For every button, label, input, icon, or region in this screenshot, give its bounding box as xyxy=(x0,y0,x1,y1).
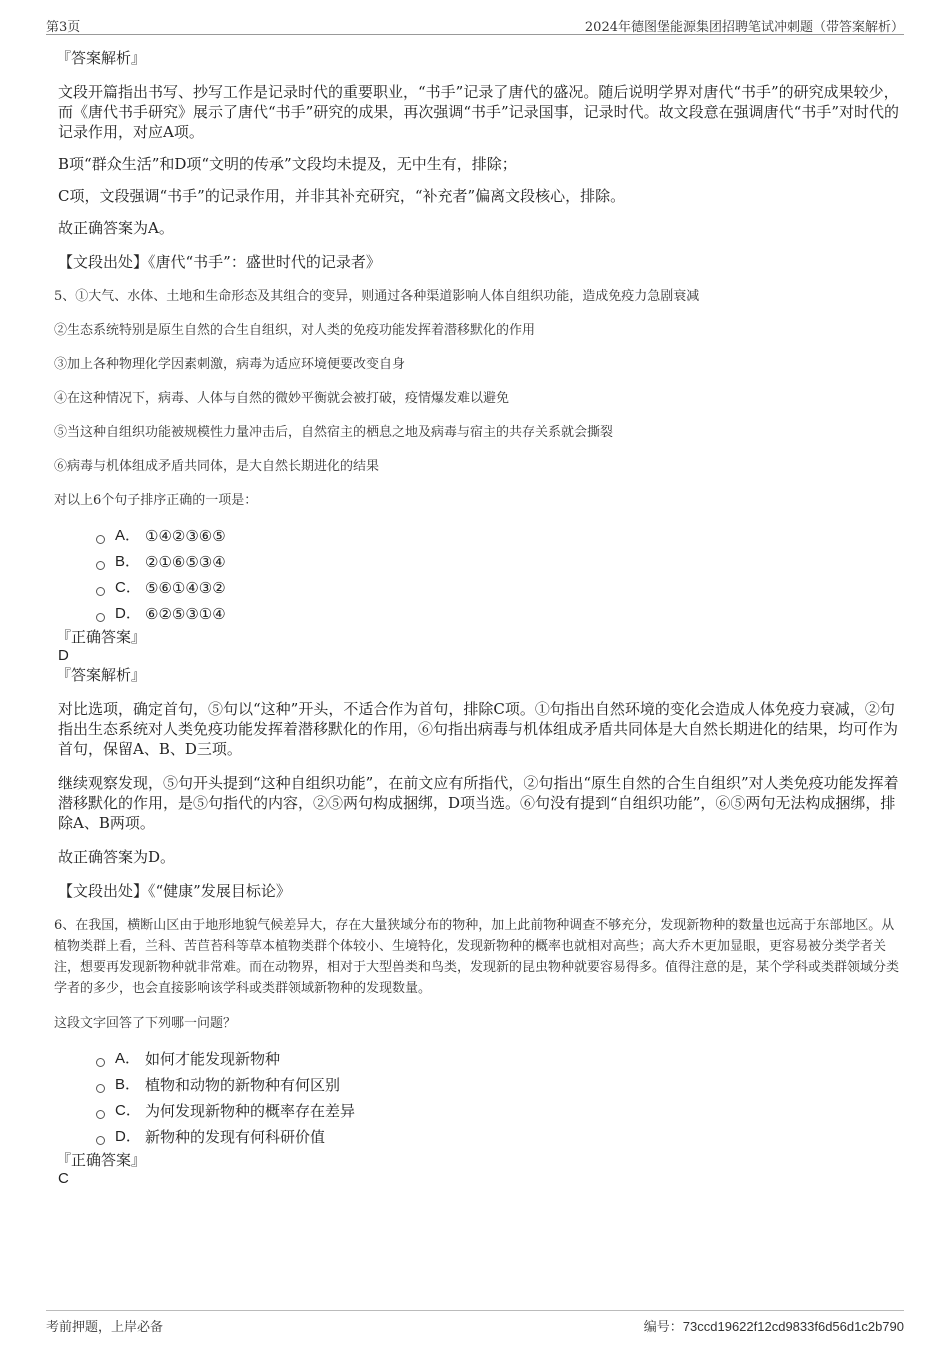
option-letter: D． xyxy=(115,605,141,622)
question-sentence: ②生态系统特别是原生自然的合生自组织，对人类的免疫功能发挥着潜移默化的作用 xyxy=(54,323,536,338)
question-6 xyxy=(46,915,904,1188)
radio-icon[interactable] xyxy=(96,1084,105,1093)
analysis-paragraph: 对比选项，确定首句，⑤句以“这种”开头，不适合作为首句，排除C项。①句指出自然环境的变化会造成人体免疫力衰减，②句指出生态系统对人类免疫功能发挥着潜移默化的作用，⑥句指出病毒与机体组成矛盾共同体是大自然长期进化的结果，均可作为首句，保留A、B、D三项。 xyxy=(58,700,899,758)
options-list xyxy=(96,523,904,627)
question-prompt: 对以上6个句子排序正确的一项是： xyxy=(54,493,258,508)
analysis-label: 『答案解析』 xyxy=(56,666,147,684)
radio-icon[interactable] xyxy=(96,1058,105,1067)
question-sentence: ⑥病毒与机体组成矛盾共同体，是大自然长期进化的结果 xyxy=(54,459,380,474)
radio-icon[interactable] xyxy=(96,561,105,570)
question-prompt: 这段文字回答了下列哪一问题？ xyxy=(54,1016,237,1031)
analysis-conclusion: 故正确答案为A。 xyxy=(58,219,174,237)
question-sentence: ④在这种情况下，病毒、人体与自然的微妙平衡就会被打破，疫情爆发难以避免 xyxy=(54,391,510,406)
option-text: ①④②③⑥⑤ xyxy=(145,527,226,545)
option-letter: B． xyxy=(115,553,141,570)
analysis-paragraph: B项“群众生活”和D项“文明的传承”文段均未提及，无中生有，排除； xyxy=(58,155,517,173)
option-letter: A． xyxy=(115,527,141,544)
page-number: 第3页 xyxy=(46,20,81,35)
option-c[interactable] xyxy=(96,1098,904,1124)
page-header xyxy=(46,14,904,35)
source-citation: 【文段出处】《“健康”发展目标论》 xyxy=(58,882,291,900)
radio-icon[interactable] xyxy=(96,1110,105,1119)
option-d[interactable] xyxy=(96,601,904,627)
option-c[interactable] xyxy=(96,575,904,601)
option-text: 如何才能发现新物种 xyxy=(145,1050,281,1068)
document-title: 2024年德图堡能源集团招聘笔试冲刺题（带答案解析） xyxy=(584,20,904,35)
analysis-conclusion: 故正确答案为D。 xyxy=(58,848,176,866)
correct-answer-label: 『正确答案』 xyxy=(56,1151,147,1169)
option-text: 新物种的发现有何科研价值 xyxy=(145,1128,326,1146)
option-letter: B． xyxy=(115,1076,141,1093)
option-d[interactable] xyxy=(96,1124,904,1150)
radio-icon[interactable] xyxy=(96,613,105,622)
document-code xyxy=(644,1316,904,1335)
code-value: 73ccd19622f12cd9833f6d56d1c2b790 xyxy=(682,1319,904,1334)
option-letter: D． xyxy=(115,1128,141,1145)
option-text: 植物和动物的新物种有何区别 xyxy=(145,1076,341,1094)
correct-answer-value: C xyxy=(58,1170,69,1187)
option-a[interactable] xyxy=(96,1046,904,1072)
option-text: ⑥②⑤③①④ xyxy=(145,605,226,623)
radio-icon[interactable] xyxy=(96,535,105,544)
analysis-paragraph: 文段开篇指出书写、抄写工作是记录时代的重要职业，“书手”记录了唐代的盛况。随后说明学界对唐代“书手”的研究成果较少，而《唐代书手研究》展示了唐代“书手”研究的成果，再次强调“书手”记录国事，记录时代。故文段意在强调唐代“书手”对时代的记录作用，对应A项。 xyxy=(58,83,900,141)
radio-icon[interactable] xyxy=(96,587,105,596)
option-letter: C． xyxy=(115,579,141,596)
page-content xyxy=(46,46,904,1188)
question-5 xyxy=(46,286,904,901)
code-label: 编号： xyxy=(643,1320,683,1335)
option-b[interactable] xyxy=(96,549,904,575)
analysis-paragraph: C项，文段强调“书手”的记录作用，并非其补充研究，“补充者”偏离文段核心，排除。 xyxy=(58,187,626,205)
option-text: ⑤⑥①④③② xyxy=(145,579,226,597)
option-a[interactable] xyxy=(96,523,904,549)
radio-icon[interactable] xyxy=(96,1136,105,1145)
source-citation: 【文段出处】《唐代“书手”：盛世时代的记录者》 xyxy=(58,253,381,271)
footer-slogan: 考前押题，上岸必备 xyxy=(46,1320,164,1335)
page-footer xyxy=(46,1310,904,1333)
option-text: ②①⑥⑤③④ xyxy=(145,553,226,571)
option-letter: A． xyxy=(115,1050,141,1067)
question-sentence: ③加上各种物理化学因素刺激，病毒为适应环境便要改变自身 xyxy=(54,357,406,372)
question-sentence: 5、①大气、水体、土地和生命形态及其组合的变异，则通过各种渠道影响人体自组织功能，造成免疫力急剧衰减 xyxy=(54,289,700,304)
option-text: 为何发现新物种的概率存在差异 xyxy=(145,1102,356,1120)
options-list xyxy=(96,1046,904,1150)
analysis-label: 『答案解析』 xyxy=(56,49,147,67)
option-b[interactable] xyxy=(96,1072,904,1098)
option-letter: C． xyxy=(115,1102,141,1119)
correct-answer-label: 『正确答案』 xyxy=(56,628,147,646)
correct-answer-value: D xyxy=(58,647,69,664)
question-sentence: ⑤当这种自组织功能被规模性力量冲击后，自然宿主的栖息之地及病毒与宿主的共存关系就会撕裂 xyxy=(54,425,614,440)
question-text: 6、在我国，横断山区由于地形地貌气候差异大，存在大量狭域分布的物种，加上此前物种调查不够充分，发现新物种的数量也远高于东部地区。从植物类群上看，兰科、苦苣苔科等草本植物类群个体较小、生境特化，发现新物种的概率也就相对高些；高大乔木更加显眼，更容易被分类学者关注，想要再发现新物种就非常难。而在动物界，相对于大型兽类和鸟类，发现新的昆虫物种就要容易得多。值得注意的是，某个学科或类群领域分类学者的多少，也会直接影响该学科或类群领域新物种的发现数量。 xyxy=(54,918,900,996)
analysis-paragraph: 继续观察发现，⑤句开头提到“这种自组织功能”，在前文应有所指代，②句指出“原生自然的合生自组织”对人类免疫功能发挥着潜移默化的作用，是⑤句指代的内容，②⑤两句构成捆绑，D项当选。⑥句没有提到“自组织功能”，⑥⑤两句无法构成捆绑，排除A、B两项。 xyxy=(58,774,899,832)
